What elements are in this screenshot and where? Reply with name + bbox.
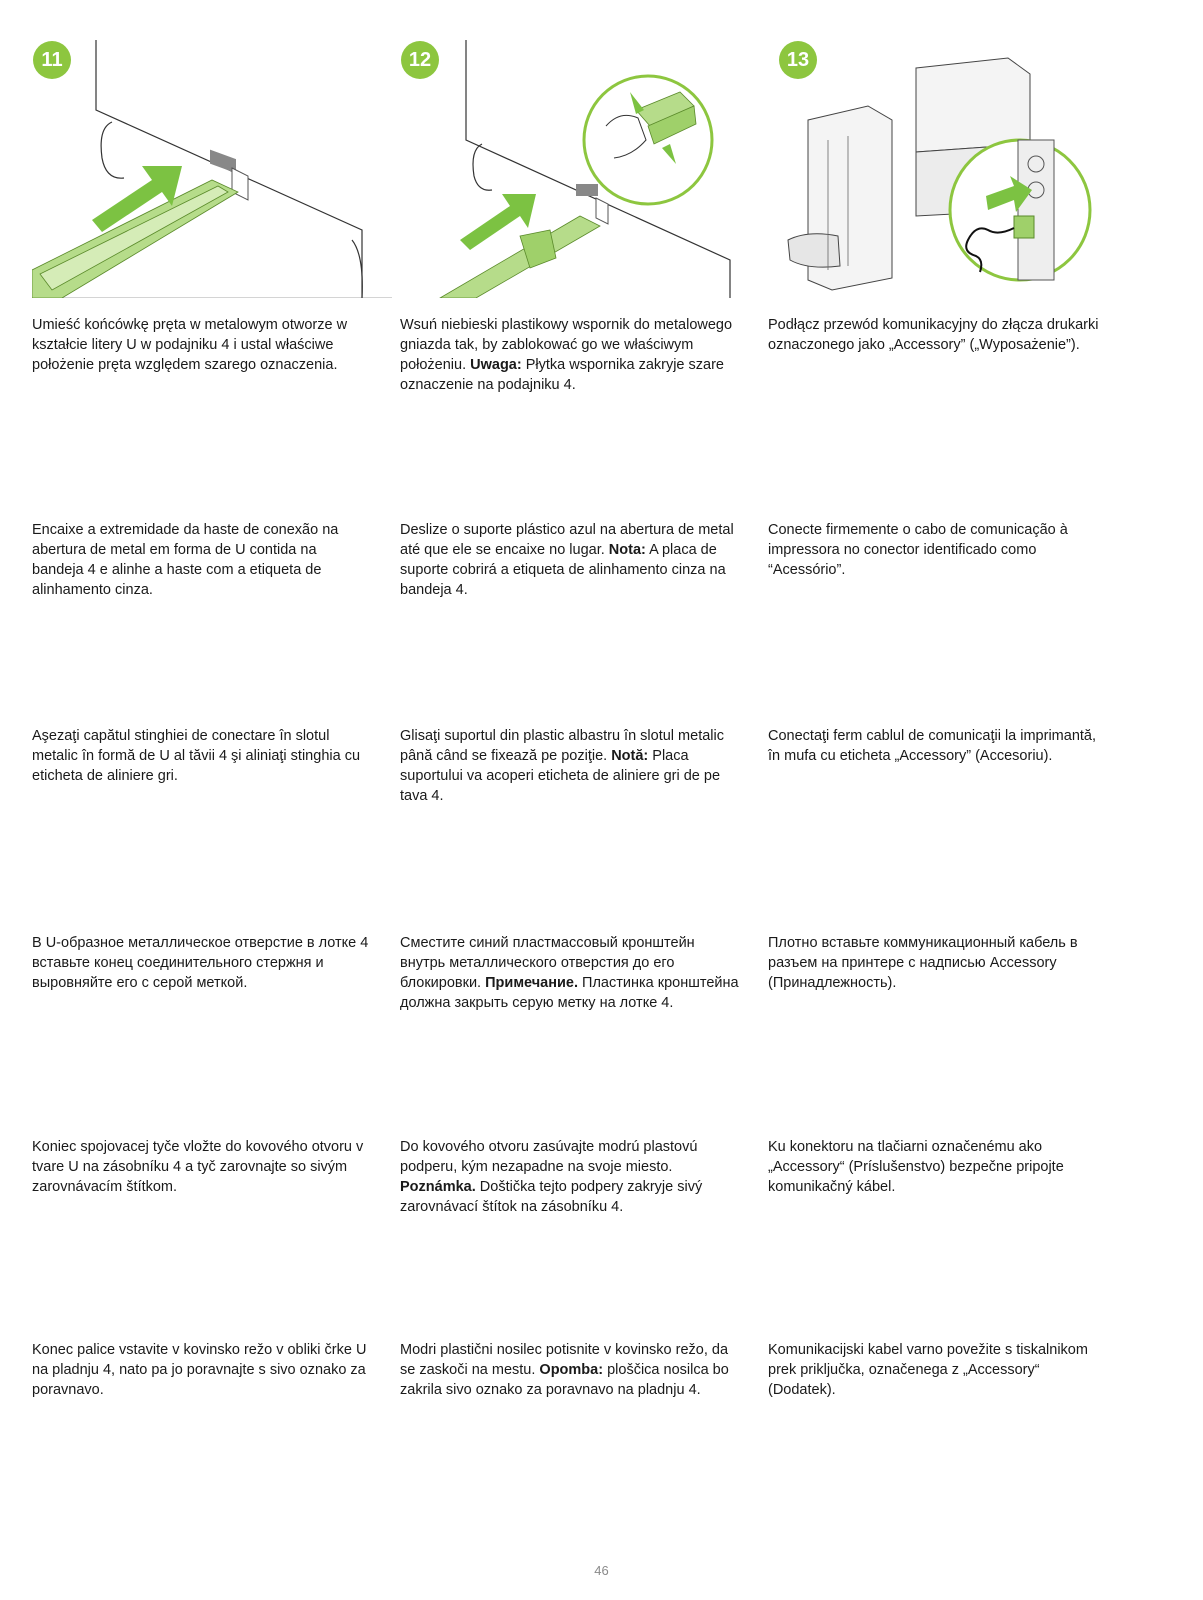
note-label: Uwaga: [470,357,522,373]
illustration-step-11 [32,40,392,298]
note-label: Poznámka. [400,1179,476,1195]
text-ro-step-13: Conectaţi ferm cablul de comunicaţii la imprimantă, în mufa cu eticheta „Accessory” (Accesoriu). [768,728,1096,764]
text-sk-step-12: Do kovového otvoru zasúvajte modrú plastovú podperu, kým nezapadne na svoje miesto. Poznámka. Doštička tejto podpery zakryje sivý zarovnávací štítok na zásobníku 4. [400,1139,703,1215]
note-label: Nota: [608,542,646,558]
illustration-step-12 [400,40,760,298]
step-number-13: 13 [786,49,810,71]
note-label: Opomba: [539,1362,604,1378]
text-pt-step-12: Deslize o suporte plástico azul na abertura de metal até que ele se encaixe no lugar. Nota: A placa de suporte cobrirá a etiqueta de alinhamento cinza na bandeja 4. [400,522,734,598]
step-number-12: 12 [408,49,432,71]
text-pt-step-11: Encaixe a extremidade da haste de conexão na abertura de metal em forma de U contida na bandeja 4 e alinhe a haste com a etiqueta de alinhamento cinza. [32,522,339,598]
text-sk-step-13: Ku konektoru na tlačiarni označenému ako „Accessory“ (Príslušenstvo) bezpečne pripojte komunikačný kábel. [768,1139,1064,1195]
text-ru-step-12: Сместите синий пластмассовый кронштейн внутрь металлического отверстия до его блокировки. Примечание. Пластинка кронштейна должна закрыть серую метку на лотке 4. [400,935,739,1011]
text-pl-step-11: Umieść końcówkę pręta w metalowym otworze w kształcie litery U w podajniku 4 i ustal właściwe położenie pręta względem szarego oznaczenia. [32,317,348,373]
note-label: Notă: [611,748,649,764]
text-sl-step-11: Konec palice vstavite v kovinsko režo v obliki črke U na pladnju 4, nato pa jo poravnajte s sivo oznako za poravnavo. [32,1342,367,1398]
text-ru-step-13: Плотно вставьте коммуникационный кабель в разъем на принтере с надписью Accessory (Принадлежность). [768,935,1078,991]
text-sk-step-11: Koniec spojovacej tyče vložte do kovového otvoru v tvare U na zásobníku 4 a tyč zarovnajte so sivým zarovnávacím štítkom. [32,1139,364,1195]
text-sl-step-13: Komunikacijski kabel varno povežite s tiskalnikom prek priključka, označenega z „Accessory“ (Dodatek). [768,1342,1088,1398]
text-pl-step-12: Wsuń niebieski plastikowy wspornik do metalowego gniazda tak, by zablokować go we właściwym położeniu. Uwaga: Płytka wspornika zakryje szare oznaczenie na podajniku 4. [400,317,733,393]
text-ro-step-12: Glisaţi suportul din plastic albastru în slotul metalic până când se fixează pe poziţie. Notă: Placa suportului va acoperi eticheta de aliniere gri de pe tava 4. [400,728,724,804]
note-label: Примечание. [485,975,578,991]
text-pt-step-13: Conecte firmemente o cabo de comunicação à impressora no conector identificado como “Acessório”. [768,522,1068,578]
text-pl-step-13: Podłącz przewód komunikacyjny do złącza drukarki oznaczonego jako „Accessory” („Wyposażenie”). [768,317,1099,353]
text-ru-step-11: В U-образное металлическое отверстие в лотке 4 вставьте конец соединительного стержня и выровняйте его с серой меткой. [32,935,369,991]
text-ro-step-11: Aşezaţi capătul stinghiei de conectare în slotul metalic în formă de U al tăvii 4 şi aliniaţi stinghia cu eticheta de aliniere gri. [32,728,361,784]
page-number: 46 [594,1563,609,1578]
illustration-step-13 [768,40,1128,298]
step-number-11: 11 [41,49,63,71]
text-sl-step-12: Modri plastični nosilec potisnite v kovinsko režo, da se zaskoči na mestu. Opomba: ploščica nosilca bo zakrila sivo oznako za poravnavo na pladnju 4. [400,1342,729,1398]
